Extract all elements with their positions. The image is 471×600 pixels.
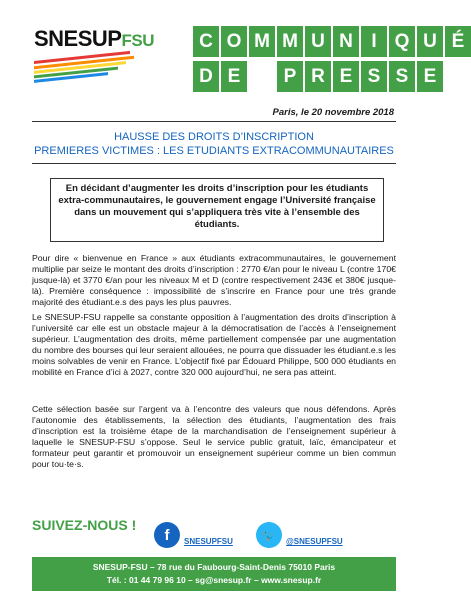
body-paragraph-1: Pour dire « bienvenue en France » aux étudiants extracommunautaires, le gouvernement multiplie par seize le montant des droits d’inscription : 2770 €/an pour le niveau L (contre 170€ jusque-là) et 3770 €/an pour les niveaux M et D (contre respectivement 243€ et 380€ jusque-là). Première conséquence : impossibilité de s’inscrire en France pour une très grande majorité des étudiant.e.s des pays les plus pauvres. [32, 253, 396, 307]
footer-contacts: Tél. : 01 44 79 96 10 – sg@snesup.fr – www.snesup.fr [106, 575, 322, 585]
twitter-link[interactable] [256, 522, 343, 548]
facebook-icon: f [154, 522, 180, 548]
logo-wordmark [34, 26, 154, 52]
footer-contact [32, 557, 396, 591]
presse-banner [193, 61, 443, 92]
lead-paragraph: En décidant d’augmenter les droits d’inscription pour les étudiants extra-communautaires, le gouvernement engage l’Université française dans un mouvement qui s’appliquera très vite à l’ensemble des étudiants. [50, 178, 384, 242]
communique-banner [193, 26, 471, 57]
banner-letter [249, 61, 275, 92]
banner-letter: U [305, 26, 331, 57]
divider-top [32, 121, 396, 122]
banner-letter: E [221, 61, 247, 92]
banner-letter: O [221, 26, 247, 57]
facebook-link[interactable] [154, 522, 233, 548]
banner-letter: N [333, 26, 359, 57]
banner-letter: E [417, 61, 443, 92]
follow-us-label: SUIVEZ-NOUS ! [32, 517, 137, 533]
twitter-handle[interactable]: @SNESUPFSU [286, 537, 343, 546]
banner-letter: P [277, 61, 303, 92]
headline [32, 130, 396, 158]
headline-line-2: PREMIERES VICTIMES : LES ETUDIANTS EXTRACOMMUNAUTAIRES [34, 145, 394, 157]
footer-address: SNESUP-FSU – 78 rue du Faubourg-Saint-Denis 75010 Paris [92, 562, 336, 572]
body-paragraph-2: Le SNESUP-FSU rappelle sa constante opposition à l’augmentation des droits d’inscription à l’université car elle est un obstacle majeur à la démocratisation de l’accès à l’enseignement supérieur. L’augmentation des droits, même partiellement compensée par une augmentation du nombre des bourses qui leur seraient allouées, ne pourra que dissuader les étudiant.e.s les moins solvables de venir en France. L’objectif fixé par Édouard Philippe, 500 000 étudiants en mobilité en France d’ici à 2027, contre 320 000 aujourd’hui, ne sera pas atteint. [32, 312, 396, 377]
body-paragraph-3: Cette sélection basée sur l’argent va à l’encontre des valeurs que nous défendons. Après l’autonomie des établissements, la sélection des étudiants, l’augmentation des frais d’inscription est la troisième étape de la marchandisation de l’enseignement supérieur à laquelle le SNESUP-FSU s’oppose. Seul le service public gratuit, laïc, émancipateur et formateur peut garantir et promouvoir un enseignement supérieur comme un bien commun pour tou·te·s. [32, 404, 396, 469]
banner-letter: S [361, 61, 387, 92]
banner-letter: E [333, 61, 359, 92]
facebook-handle[interactable]: SNESUPFSU [184, 537, 233, 546]
banner-letter: M [249, 26, 275, 57]
snesup-logo [34, 26, 154, 78]
banner-letter: D [193, 61, 219, 92]
banner-letter: R [305, 61, 331, 92]
headline-line-1: HAUSSE DES DROITS D’INSCRIPTION [114, 131, 314, 143]
banner-letter: S [389, 61, 415, 92]
banner-letter: I [361, 26, 387, 57]
banner-letter: Q [389, 26, 415, 57]
banner-letter: M [277, 26, 303, 57]
banner-letter: U [417, 26, 443, 57]
twitter-icon: 🐦 [256, 522, 282, 548]
banner-letter: É [445, 26, 471, 57]
divider-bottom [32, 163, 396, 164]
press-date: Paris, le 20 novembre 2018 [272, 107, 394, 118]
logo-main: SNESUP [34, 26, 122, 51]
banner-letter: C [193, 26, 219, 57]
logo-sub: FSU [121, 31, 154, 50]
